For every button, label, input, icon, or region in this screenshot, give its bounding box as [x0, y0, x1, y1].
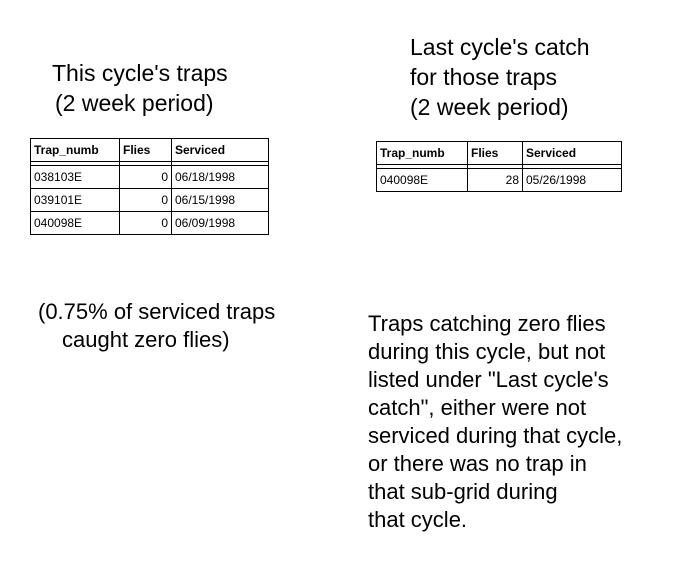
table-row — [31, 212, 269, 235]
this-cycle-heading-line1: This cycle's traps — [52, 60, 228, 86]
cell-serviced: 06/09/1998 — [172, 212, 269, 235]
cell-trap-numb: 040098E — [31, 212, 120, 235]
cell-serviced: 06/18/1998 — [172, 166, 269, 189]
percent-zero-note — [38, 298, 275, 354]
cell-flies: 28 — [468, 169, 523, 192]
table-row — [31, 189, 269, 212]
last-cycle-heading-line3: (2 week period) — [410, 94, 569, 120]
column-header-flies: Flies — [120, 139, 172, 162]
explanation-note — [368, 310, 622, 534]
cell-serviced: 06/15/1998 — [172, 189, 269, 212]
explanation-line: catch", either were not — [368, 395, 587, 420]
cell-trap-numb: 039101E — [31, 189, 120, 212]
explanation-line: or there was no trap in — [368, 451, 587, 476]
column-header-serviced: Serviced — [172, 139, 269, 162]
this-cycle-heading-line2: (2 week period) — [55, 90, 214, 116]
cell-flies: 0 — [120, 166, 172, 189]
cell-serviced: 05/26/1998 — [523, 169, 622, 192]
percent-note-line1: (0.75% of serviced traps — [38, 299, 276, 324]
explanation-line: Traps catching zero flies — [368, 311, 606, 336]
table-row — [31, 166, 269, 189]
table-header-row — [31, 139, 269, 162]
column-header-trap-numb: Trap_numb — [377, 142, 468, 165]
last-cycle-catch-table — [376, 141, 622, 192]
explanation-line: listed under "Last cycle's — [368, 367, 609, 392]
table-row — [377, 169, 622, 192]
this-cycle-heading — [52, 58, 228, 118]
explanation-line: during this cycle, but not — [368, 339, 606, 364]
column-header-flies: Flies — [468, 142, 523, 165]
table-header-row — [377, 142, 622, 165]
explanation-line: that cycle. — [368, 507, 468, 532]
column-header-trap-numb: Trap_numb — [31, 139, 120, 162]
cell-trap-numb: 040098E — [377, 169, 468, 192]
last-cycle-heading — [410, 32, 590, 122]
explanation-line: serviced during that cycle, — [368, 423, 623, 448]
this-cycle-traps-table — [30, 138, 269, 235]
last-cycle-heading-line1: Last cycle's catch — [410, 34, 590, 60]
percent-note-line2: caught zero flies) — [62, 327, 230, 352]
last-cycle-heading-line2: for those traps — [410, 64, 558, 90]
column-header-serviced: Serviced — [523, 142, 622, 165]
cell-flies: 0 — [120, 189, 172, 212]
cell-trap-numb: 038103E — [31, 166, 120, 189]
cell-flies: 0 — [120, 212, 172, 235]
explanation-line: that sub-grid during — [368, 479, 558, 504]
